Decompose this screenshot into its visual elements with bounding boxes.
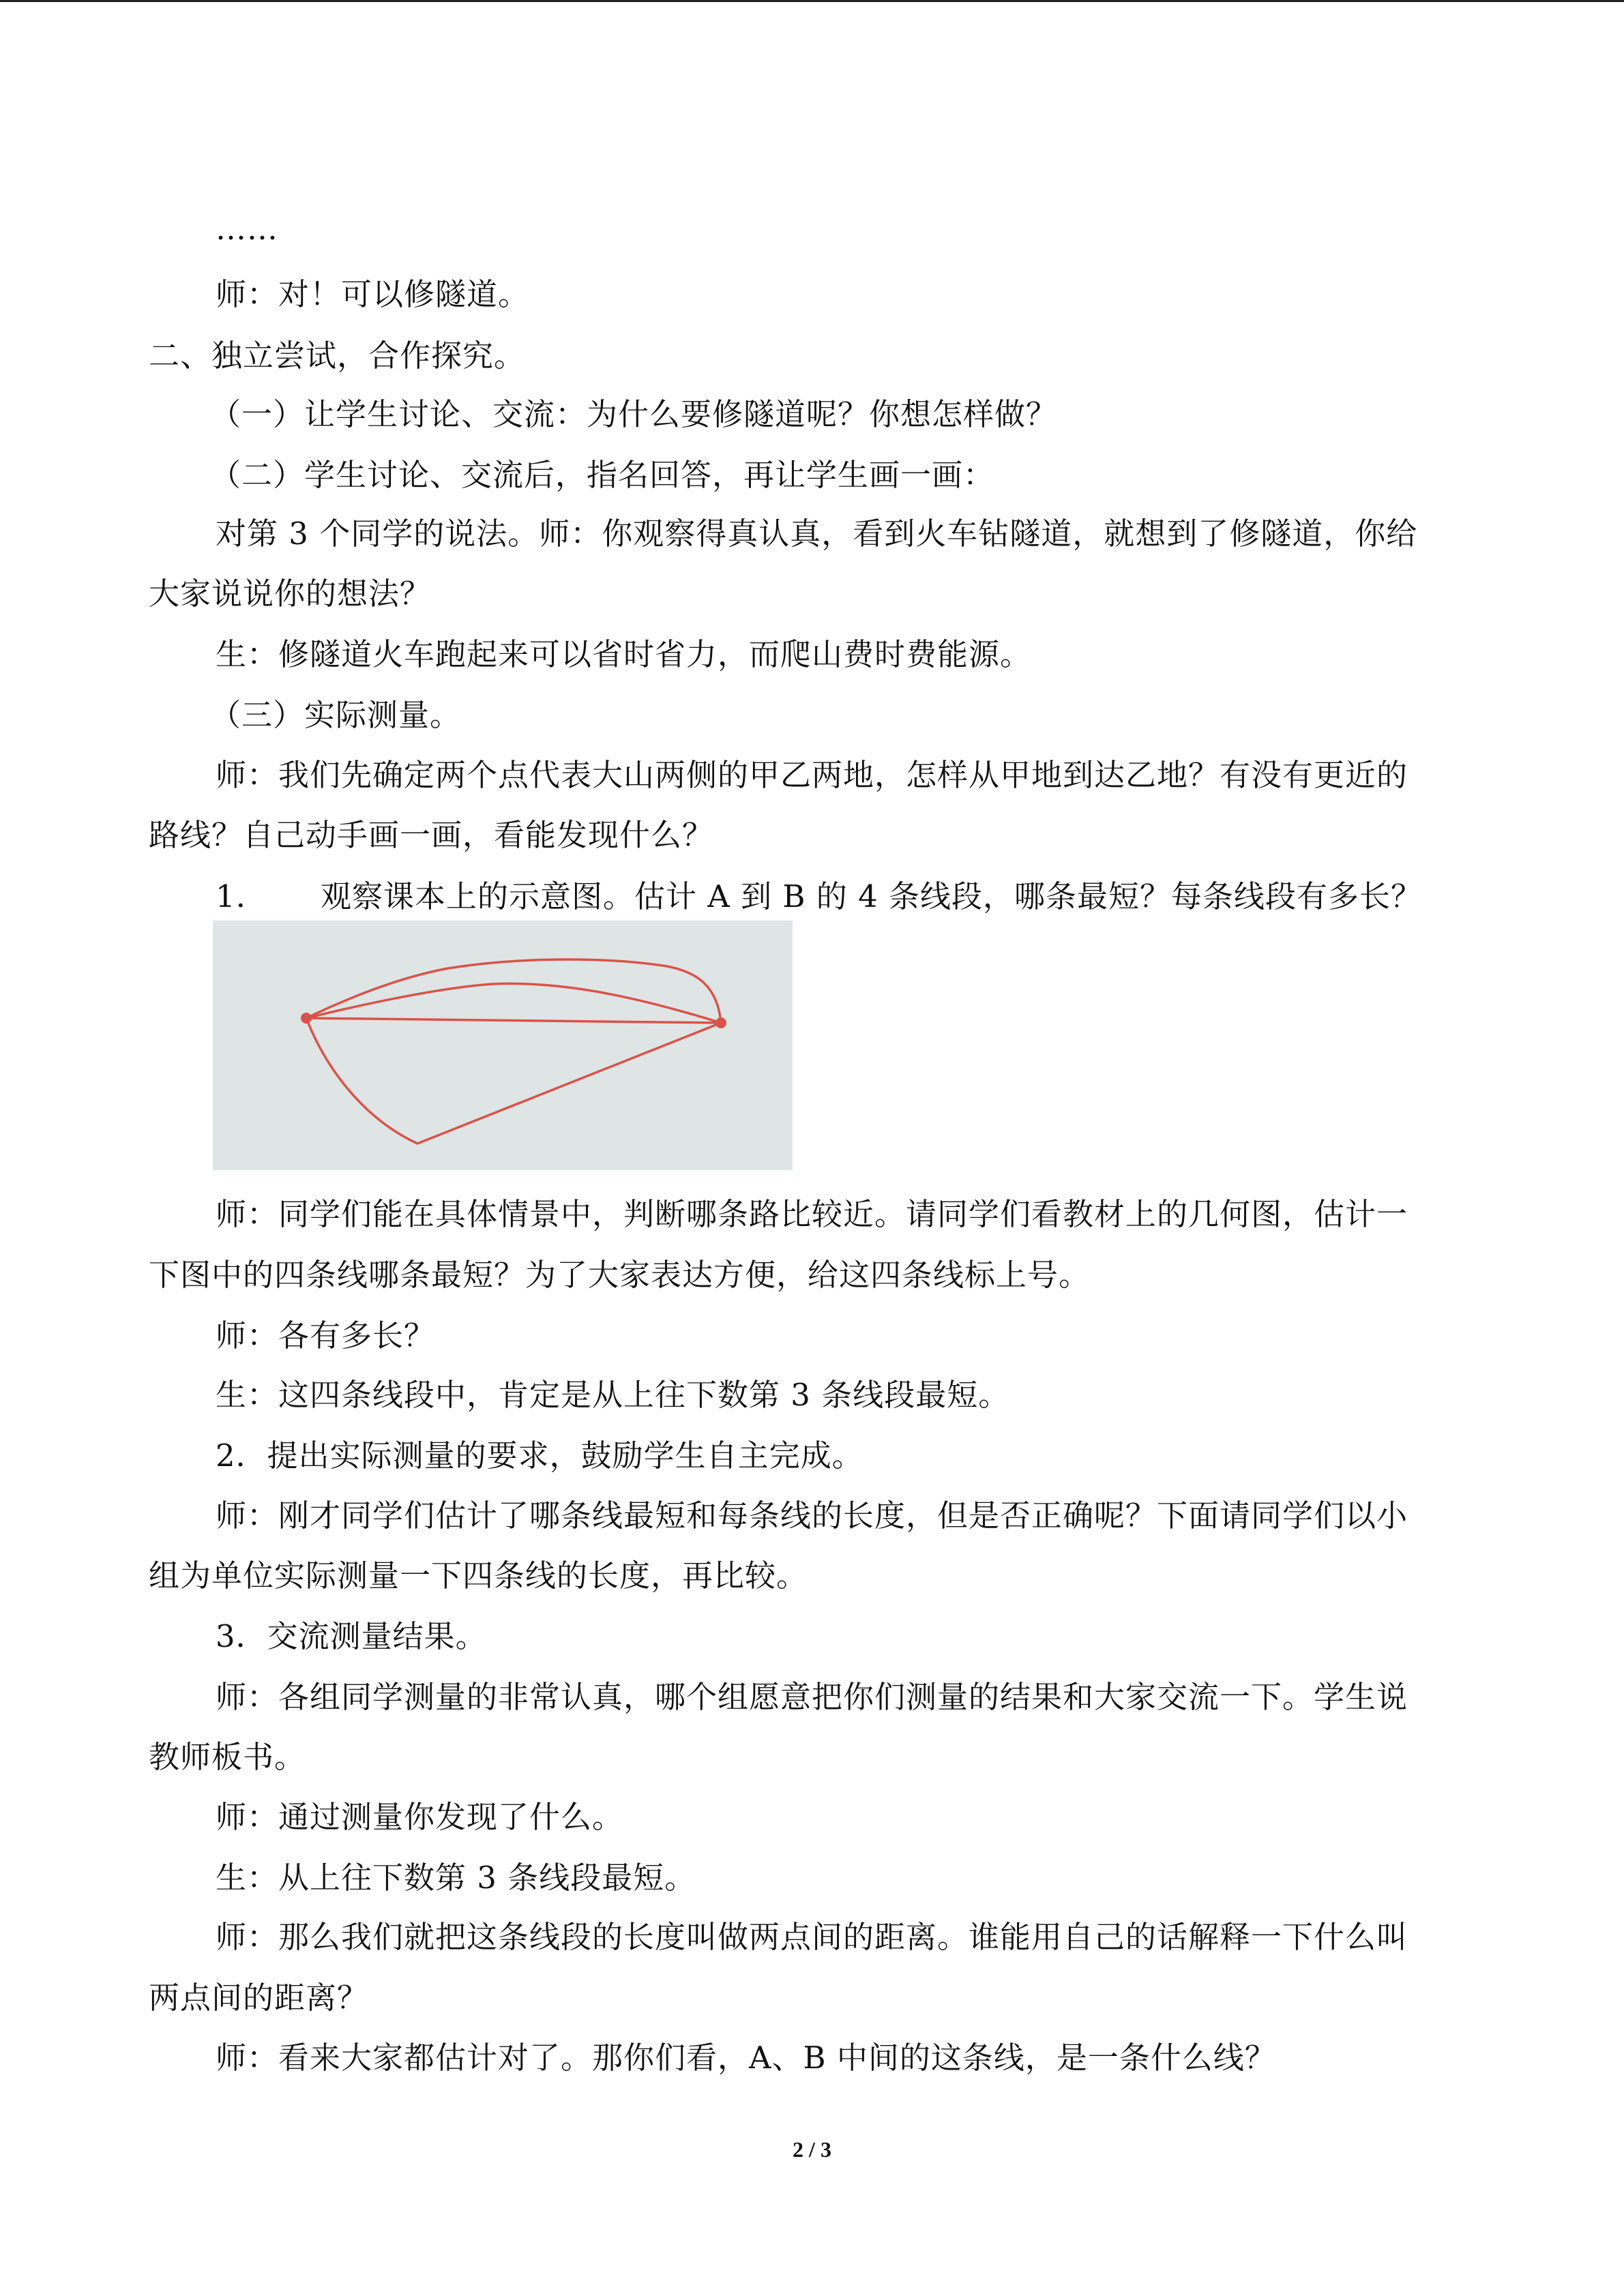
page-number: 2 / 3 [793, 2137, 831, 2162]
paragraph-third-student-line2: 大家说说你的想法？ [149, 576, 432, 612]
paragraph-teacher-question: 师：看来大家都估计对了。那你们看，A、B 中间的这条线，是一条什么线？ [216, 2040, 1276, 2076]
paragraph-teacher-points-line2: 路线？自己动手画一画，看能发现什么？ [149, 817, 714, 853]
textbook-diagram [213, 921, 793, 1170]
point-b-marker [715, 1017, 726, 1028]
paragraph-student-shortest: 生：这四条线段中，肯定是从上往下数第 3 条线段最短。 [216, 1377, 1010, 1413]
paragraph-teacher-results-line1: 师：各组同学测量的非常认真，哪个组愿意把你们测量的结果和大家交流一下。学生说 [216, 1679, 1408, 1715]
paragraph-teacher-measure-line2: 组为单位实际测量一下四条线的长度，再比较。 [149, 1557, 808, 1594]
two-point-paths-diagram-icon [213, 921, 793, 1170]
paragraph-teacher-figure-line2: 下图中的四条线哪条最短？为了大家表达方便，给这四条线标上号。 [149, 1257, 1091, 1293]
point-a-marker [301, 1013, 312, 1024]
top-border-line [0, 0, 1624, 2]
path-line-1 [306, 959, 721, 1023]
paragraph-teacher-measure-line1: 师：刚才同学们估计了哪条线最短和每条线的长度，但是否正确呢？下面请同学们以小 [216, 1497, 1408, 1534]
paragraph-teacher-figure-line1: 师：同学们能在具体情景中，判断哪条路比较近。请同学们看教材上的几何图，估计一 [216, 1196, 1408, 1232]
paragraph-student-answer: 生：修隧道火车跑起来可以省时省力，而爬山费时费能源。 [216, 636, 1032, 672]
path-line-3 [306, 1018, 721, 1023]
list-item-1-text: 观察课本上的示意图。估计 A 到 B 的 4 条线段，哪条最短？每条线段有多长？ [321, 878, 1423, 914]
paragraph-teacher-results-line2: 教师板书。 [149, 1739, 306, 1775]
paragraph-teacher-discover: 师：通过测量你发现了什么。 [216, 1799, 624, 1835]
paragraph-step-three: （三）实际测量。 [210, 697, 462, 733]
list-item-1-number: 1. [216, 878, 246, 914]
paragraph-teacher-distance-line2: 两点间的距离？ [149, 1980, 369, 2016]
paragraph-teacher-distance-line1: 师：那么我们就把这条线段的长度叫做两点间的距离。谁能用自己的话解释一下什么叫 [216, 1919, 1408, 1955]
paragraph-teacher-tunnel: 师：对！可以修隧道。 [216, 276, 530, 312]
paragraph-teacher-length: 师：各有多长？ [216, 1317, 436, 1354]
paragraph-teacher-points-line1: 师：我们先确定两个点代表大山两侧的甲乙两地，怎样从甲地到达乙地？有没有更近的 [216, 757, 1408, 793]
path-line-4 [306, 1018, 721, 1144]
paragraph-step-one: （一）让学生讨论、交流：为什么要修隧道呢？你想怎样做？ [210, 396, 1058, 432]
path-line-2 [306, 983, 721, 1023]
ellipsis-text: …… [216, 211, 278, 247]
list-item-2: 2．提出实际测量的要求，鼓励学生自主完成。 [216, 1437, 863, 1474]
paragraph-step-two: （二）学生讨论、交流后，指名回答，再让学生画一画： [210, 457, 995, 493]
section-heading: 二、独立尝试，合作探究。 [149, 338, 526, 374]
paragraph-third-student-line1: 对第 3 个同学的说法。师：你观察得真认真，看到火车钻隧道，就想到了修隧道，你给 [216, 516, 1418, 552]
paragraph-student-third-line: 生：从上往下数第 3 条线段最短。 [216, 1860, 696, 1896]
list-item-3: 3．交流测量结果。 [216, 1618, 487, 1654]
